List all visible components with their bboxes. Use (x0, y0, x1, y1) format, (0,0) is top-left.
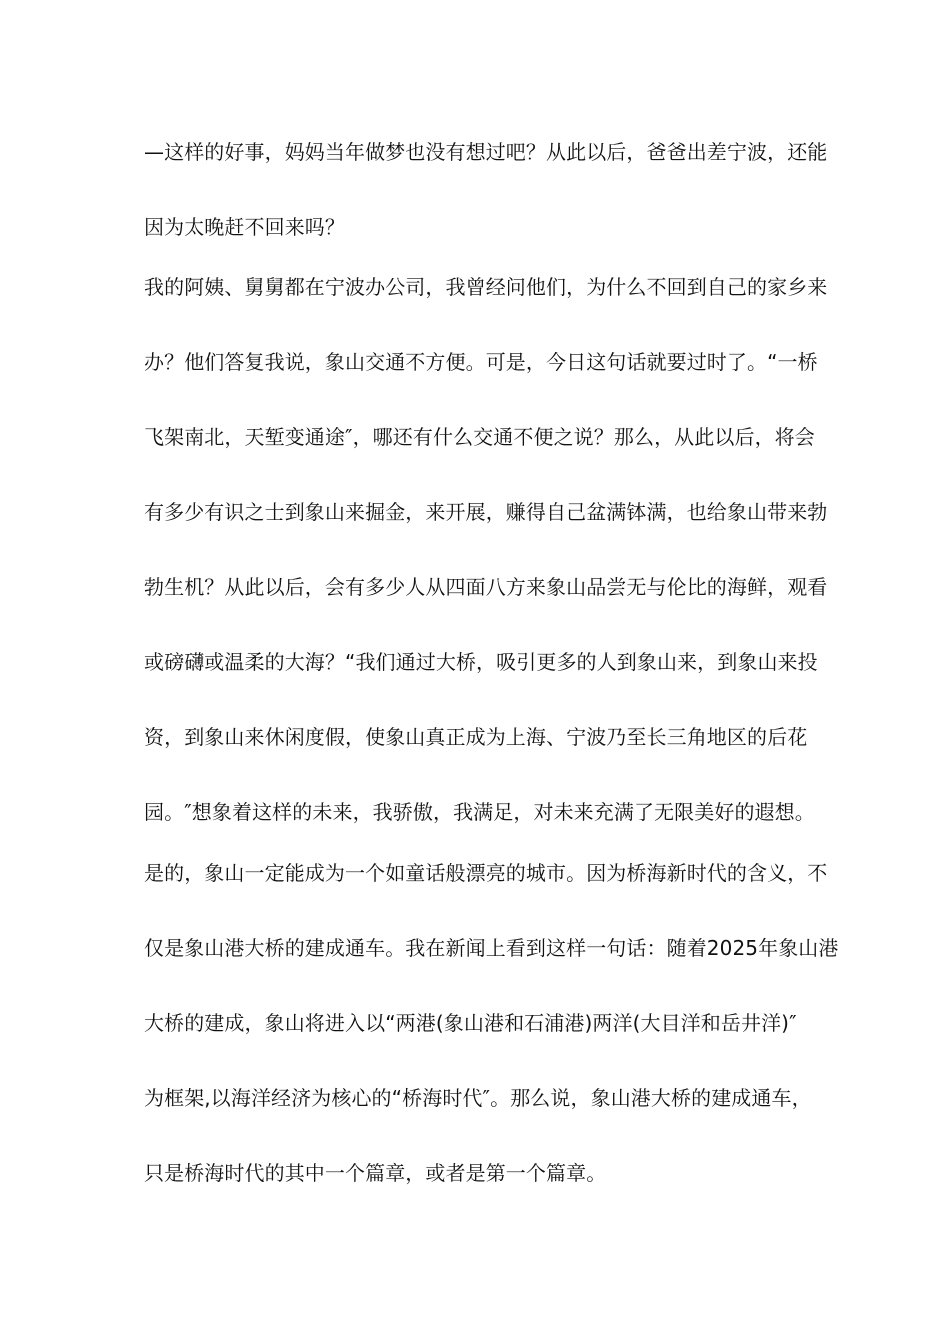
text-line: 有多少有识之士到象山来掘金，来开展，赚得自己盆满钵满，也给象山带来勃 (144, 500, 828, 524)
text-line: 仅是象山港大桥的建成通车。我在新闻上看到这样一句话：随着2025年象山港 (144, 936, 839, 960)
text-line: 园。″想象着这样的未来，我骄傲，我满足，对未来充满了无限美好的遐想。 (144, 800, 815, 824)
text-line: —这样的好事，妈妈当年做梦也没有想过吧？从此以后，爸爸出差宁波，还能 (144, 140, 828, 164)
text-line: 勃生机？从此以后，会有多少人从四面八方来象山品尝无与伦比的海鲜，观看 (144, 575, 828, 599)
text-line: 或磅礴或温柔的大海？“我们通过大桥，吸引更多的人到象山来，到象山来投 (144, 650, 818, 674)
text-line: 只是桥海时代的其中一个篇章，或者是第一个篇章。 (144, 1161, 607, 1185)
text-line: 办？他们答复我说，象山交通不方便。可是，今日这句话就要过时了。“一桥 (144, 350, 818, 374)
text-line: 资，到象山来休闲度假，使象山真正成为上海、宁波乃至长三角地区的后花 (144, 725, 808, 749)
text-line: 为框架,以海洋经济为核心的“桥海时代″。那么说，象山港大桥的建成通车， (144, 1086, 812, 1110)
text-line: 我的阿姨、舅舅都在宁波办公司，我曾经问他们，为什么不回到自己的家乡来 (144, 275, 828, 299)
text-line: 飞架南北，天堑变通途″，哪还有什么交通不便之说？那么，从此以后，将会 (144, 425, 815, 449)
text-line: 大桥的建成，象山将进入以“两港(象山港和石浦港)两洋(大目洋和岳井洋)″ (144, 1011, 797, 1035)
text-line: 因为太晚赶不回来吗？ (144, 215, 345, 239)
text-line: 是的，象山一定能成为一个如童话般漂亮的城市。因为桥海新时代的含义，不 (144, 861, 828, 885)
